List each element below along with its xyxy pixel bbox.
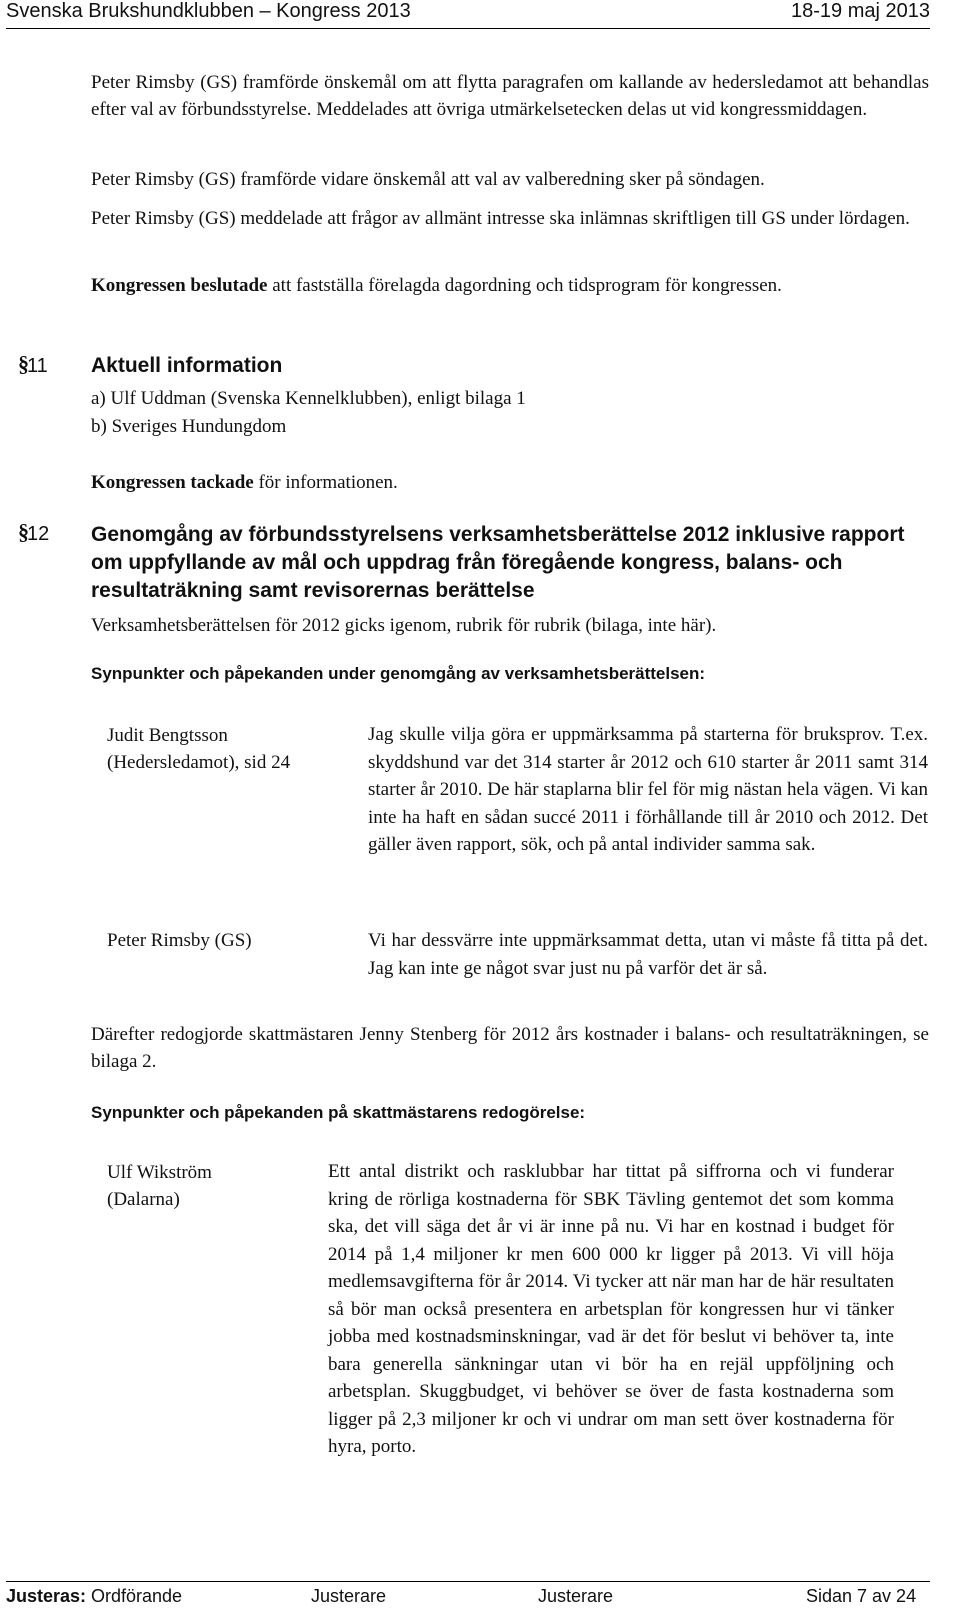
footer-divider: [6, 1581, 930, 1582]
paragraph-intro-1: Peter Rimsby (GS) framförde önskemål om att flytta paragrafen om kallande av hedersledamot att behandlas efter val av förbundsstyrelse. Meddelades att övriga utmärkelsetecken delas ut vid kongressmiddagen.: [91, 72, 929, 120]
section-12-title: Genomgång av förbundsstyrelsens verksamhetsberättelse 2012 inklusive rapport om uppfyllande av mål och uppdrag från föregående kongress, balans- och resultaträkning samt revisorernas berättelse: [91, 523, 905, 602]
decision-information: [91, 469, 929, 496]
speaker-peter: Peter Rimsby (GS): [107, 930, 252, 951]
section-11-number: 11: [27, 355, 48, 377]
list-item-b: b) Sveriges Hundungdom: [91, 416, 287, 437]
paragraph-intro-3: Peter Rimsby (GS) meddelade att frågor av allmänt intresse ska inlämnas skriftligen till GS under lördagen.: [91, 208, 910, 229]
decision-agenda: [91, 272, 929, 299]
footer-justeras: Justeras:: [6, 1586, 87, 1606]
speaker-judit: [107, 722, 342, 776]
decision-agenda-bold: Kongressen beslutade: [91, 275, 268, 296]
speech-judit: Jag skulle vilja göra er uppmärksamma på starterna för bruksprov. T.ex. skyddshund var det 314 starter år 2012 och 610 starter år 2011 samt 314 starter år 2010. De här staplarna blir fel för mig nästan hela vägen. Vi kan inte ha haft en sådan succé 2011 i förhållande till år 2010 och 2012. Det gäller även rapport, sök, och på antal individer samma sak.: [368, 724, 928, 855]
page-footer: [0, 1578, 934, 1613]
speech-ulf: Ett antal distrikt och rasklubbar har tittat på siffrorna och vi funderar kring de rörliga kostnaderna för SBK Tävling gentemot det som komma ska, det vill säga det år vi är inne på nu. Vi har en kostnad i budget för 2014 på 1,4 miljoner kr men 600 000 kr ligger på 2013. Vi vill höja medlemsavgifterna för år 2014. Vi tycker att när man har de här resultaten så bör man också presentera en arbetsplan för kongressen hur vi tänker jobba med kostnadsminskningar, vad är det för beslut vi behöver ta, inte bara generella sänkningar utan vi bör ha en rejäl uppföljning och arbetsplan. Skuggbudget, vi behöver se över de fasta kostnaderna som ligger på 2,3 miljoner kr och vi undrar om man sett över kostnaderna för hyra, porto.: [328, 1161, 894, 1457]
footer-page-number: Sidan 7 av 24: [806, 1586, 917, 1606]
section-11-title: Aktuell information: [91, 354, 283, 377]
header-divider: [6, 28, 930, 29]
header-date: 18-19 maj 2013: [791, 0, 930, 22]
speaker-ulf: [107, 1159, 342, 1213]
section-12-mark: §: [18, 519, 29, 544]
speaker-ulf-district: (Dalarna): [107, 1189, 180, 1210]
paragraph-skattmastare: Därefter redogjorde skattmästaren Jenny Stenberg för 2012 års kostnader i balans- och resultaträkningen, se bilaga 2.: [91, 1024, 929, 1072]
header-title: Svenska Brukshundklubben – Kongress 2013: [6, 0, 411, 22]
speaker-ulf-name: Ulf Wikström: [107, 1162, 212, 1183]
footer-justerare-1: Justerare: [311, 1586, 387, 1606]
paragraph-intro-2: Peter Rimsby (GS) framförde vidare önskemål att val av valberedning sker på söndagen.: [91, 169, 765, 190]
paragraph-verksamhet: Verksamhetsberättelsen för 2012 gicks igenom, rubrik för rubrik (bilaga, inte här).: [91, 615, 717, 636]
speech-peter: Vi har dessvärre inte uppmärksammat detta, utan vi måste få titta på det. Jag kan inte ge något svar just nu på varför det är så.: [368, 930, 928, 979]
speaker-judit-name: Judit Bengtsson: [107, 725, 228, 746]
speaker-judit-role: (Hedersledamot), sid 24: [107, 752, 291, 773]
list-item-a: a) Ulf Uddman (Svenska Kennelklubben), enligt bilaga 1: [91, 388, 526, 409]
section-12-number: 12: [27, 523, 50, 545]
footer-justerare-2: Justerare: [538, 1586, 614, 1606]
decision-information-text: för informationen.: [253, 472, 398, 493]
page-header: [0, 0, 934, 30]
subheading-skattmastare: Synpunkter och påpekanden på skattmästarens redogörelse:: [91, 1103, 586, 1122]
subheading-verksamhet: Synpunkter och påpekanden under genomgång av verksamhetsberättelsen:: [91, 664, 706, 683]
section-11-mark: §: [18, 351, 29, 376]
footer-ordforande: Ordförande: [91, 1586, 183, 1606]
decision-agenda-text: att fastställa förelagda dagordning och tidsprogram för kongressen.: [267, 275, 782, 296]
decision-information-bold: Kongressen tackade: [91, 472, 254, 493]
